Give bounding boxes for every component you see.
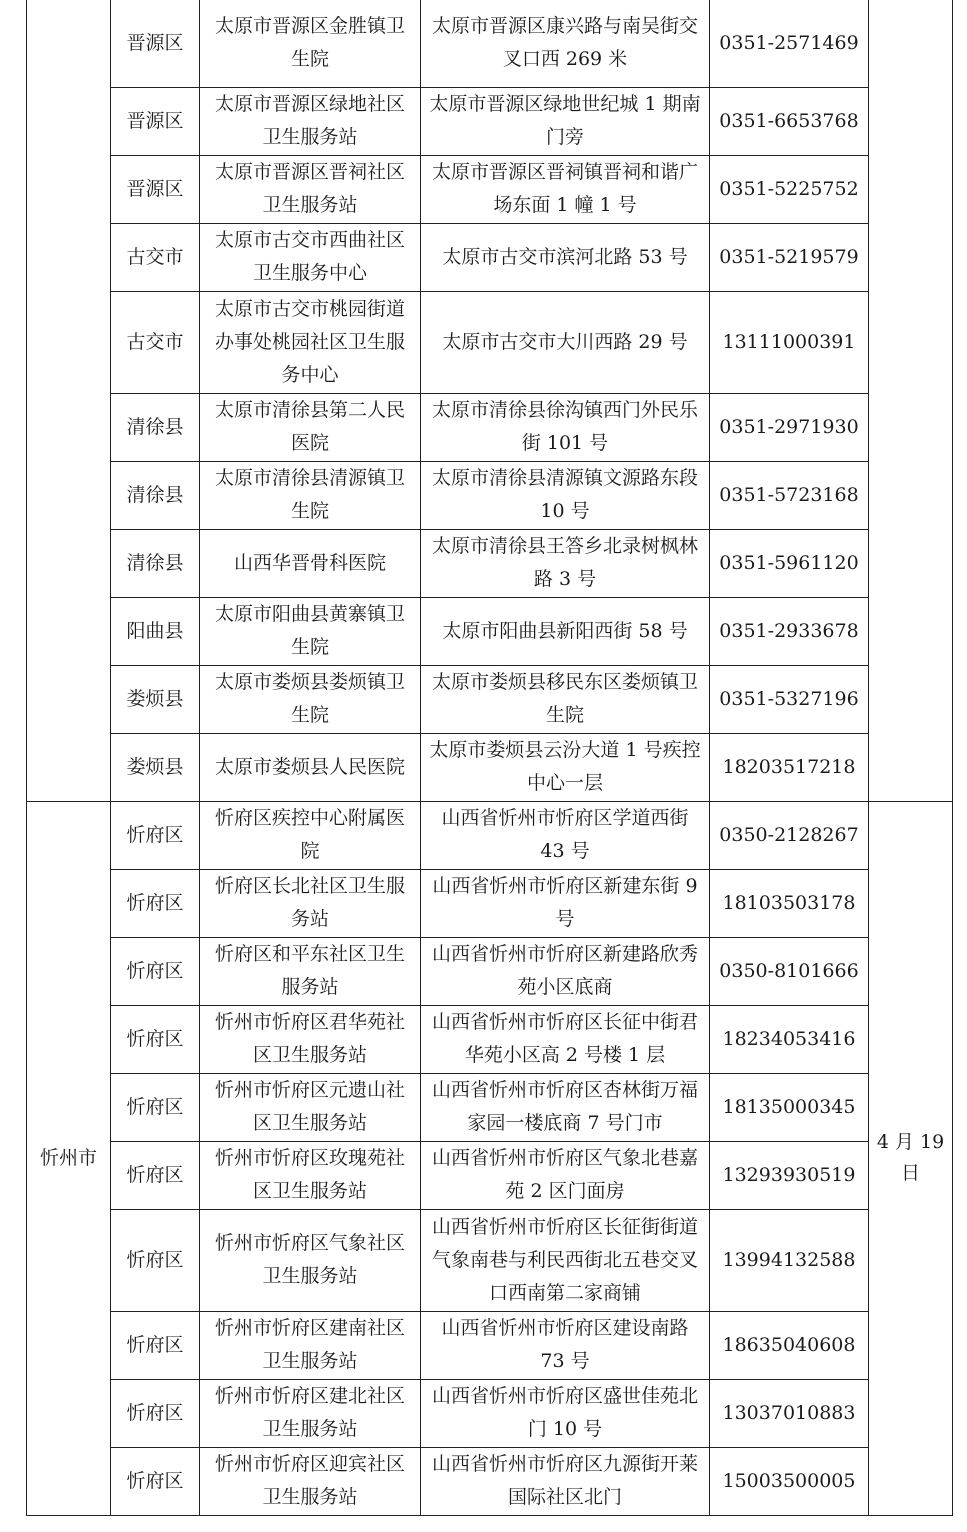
site-name-cell: 太原市清徐县第二人民医院: [200, 393, 421, 461]
address-cell: 山西省忻州市忻府区盛世佳苑北门 10 号: [421, 1379, 710, 1447]
address-cell: 太原市清徐县王答乡北录树枫林路 3 号: [421, 529, 710, 597]
phone-cell: 13037010883: [710, 1379, 869, 1447]
district-cell: 忻府区: [111, 937, 200, 1005]
phone-cell: 13111000391: [710, 291, 869, 393]
address-cell: 太原市古交市大川西路 29 号: [421, 291, 710, 393]
table-row: [27, 291, 953, 393]
district-cell: 清徐县: [111, 529, 200, 597]
phone-cell: 13293930519: [710, 1141, 869, 1209]
district-cell: 忻府区: [111, 1005, 200, 1073]
district-cell: 古交市: [111, 291, 200, 393]
site-name-cell: 太原市古交市西曲社区卫生服务中心: [200, 223, 421, 291]
site-name-cell: 忻州市忻府区建北社区卫生服务站: [200, 1379, 421, 1447]
phone-cell: 0351-5723168: [710, 461, 869, 529]
phone-cell: 15003500005: [710, 1447, 869, 1515]
district-cell: 娄烦县: [111, 665, 200, 733]
table-row: [27, 393, 953, 461]
date-cell: [869, 0, 953, 801]
site-name-cell: 忻州市忻府区迎宾社区卫生服务站: [200, 1447, 421, 1515]
site-name-cell: 忻州市忻府区君华苑社区卫生服务站: [200, 1005, 421, 1073]
address-cell: 太原市娄烦县云汾大道 1 号疾控中心一层: [421, 733, 710, 801]
district-cell: 忻府区: [111, 869, 200, 937]
table-row: [27, 665, 953, 733]
address-cell: 山西省忻州市忻府区长征街街道气象南巷与利民西街北五巷交叉口西南第二家商铺: [421, 1209, 710, 1311]
district-cell: 古交市: [111, 223, 200, 291]
phone-cell: 0351-2971930: [710, 393, 869, 461]
phone-cell: 0351-5225752: [710, 155, 869, 223]
site-name-cell: 太原市娄烦县人民医院: [200, 733, 421, 801]
table-row: [27, 1447, 953, 1515]
site-name-cell: 太原市娄烦县娄烦镇卫生院: [200, 665, 421, 733]
phone-cell: 18203517218: [710, 733, 869, 801]
site-name-cell: 太原市晋源区晋祠社区卫生服务站: [200, 155, 421, 223]
phone-cell: 0350-8101666: [710, 937, 869, 1005]
district-cell: 忻府区: [111, 801, 200, 869]
address-cell: 山西省忻州市忻府区九源街开莱国际社区北门: [421, 1447, 710, 1515]
site-name-cell: 忻州市忻府区元遗山社区卫生服务站: [200, 1073, 421, 1141]
site-name-cell: 太原市阳曲县黄寨镇卫生院: [200, 597, 421, 665]
phone-cell: 0351-5219579: [710, 223, 869, 291]
table-row: [27, 1311, 953, 1379]
phone-cell: 0350-2128267: [710, 801, 869, 869]
phone-cell: 0351-5961120: [710, 529, 869, 597]
address-cell: 太原市清徐县清源镇文源路东段 10 号: [421, 461, 710, 529]
address-cell: 山西省忻州市忻府区气象北巷嘉苑 2 区门面房: [421, 1141, 710, 1209]
district-cell: 阳曲县: [111, 597, 200, 665]
site-name-cell: 忻府区疾控中心附属医院: [200, 801, 421, 869]
site-name-cell: 太原市晋源区绿地社区卫生服务站: [200, 87, 421, 155]
table-row: [27, 733, 953, 801]
address-cell: 太原市阳曲县新阳西街 58 号: [421, 597, 710, 665]
table-row: [27, 87, 953, 155]
table-row: [27, 0, 953, 87]
phone-cell: 0351-5327196: [710, 665, 869, 733]
address-cell: 太原市娄烦县移民东区娄烦镇卫生院: [421, 665, 710, 733]
address-cell: 太原市晋源区康兴路与南吴街交叉口西 269 米: [421, 0, 710, 87]
table-row: [27, 155, 953, 223]
table-row: [27, 937, 953, 1005]
table-row: [27, 1005, 953, 1073]
table-row: [27, 801, 953, 869]
address-cell: 山西省忻州市忻府区新建东街 9 号: [421, 869, 710, 937]
district-cell: 忻府区: [111, 1209, 200, 1311]
phone-cell: 0351-6653768: [710, 87, 869, 155]
site-name-cell: 忻府区长北社区卫生服务站: [200, 869, 421, 937]
address-cell: 太原市古交市滨河北路 53 号: [421, 223, 710, 291]
district-cell: 清徐县: [111, 393, 200, 461]
address-cell: 太原市晋源区绿地世纪城 1 期南门旁: [421, 87, 710, 155]
address-cell: 山西省忻州市忻府区长征中街君华苑小区高 2 号楼 1 层: [421, 1005, 710, 1073]
address-cell: 山西省忻州市忻府区新建路欣秀苑小区底商: [421, 937, 710, 1005]
table-row: [27, 597, 953, 665]
site-name-cell: 太原市清徐县清源镇卫生院: [200, 461, 421, 529]
site-name-cell: 忻州市忻府区气象社区卫生服务站: [200, 1209, 421, 1311]
district-cell: 忻府区: [111, 1073, 200, 1141]
phone-cell: 18135000345: [710, 1073, 869, 1141]
district-cell: 晋源区: [111, 0, 200, 87]
table-row: [27, 1141, 953, 1209]
table-row: [27, 869, 953, 937]
address-cell: 太原市清徐县徐沟镇西门外民乐街 101 号: [421, 393, 710, 461]
site-name-cell: 太原市古交市桃园街道办事处桃园社区卫生服务中心: [200, 291, 421, 393]
district-cell: 忻府区: [111, 1379, 200, 1447]
phone-cell: 13994132588: [710, 1209, 869, 1311]
phone-cell: 18635040608: [710, 1311, 869, 1379]
address-cell: 太原市晋源区晋祠镇晋祠和谐广场东面 1 幢 1 号: [421, 155, 710, 223]
phone-cell: 18103503178: [710, 869, 869, 937]
district-cell: 晋源区: [111, 155, 200, 223]
table-row: [27, 1209, 953, 1311]
site-name-cell: 太原市晋源区金胜镇卫生院: [200, 0, 421, 87]
table-row: [27, 1073, 953, 1141]
district-cell: 忻府区: [111, 1141, 200, 1209]
date-cell: 4 月 19 日: [869, 801, 953, 1515]
address-cell: 山西省忻州市忻府区杏林街万福家园一楼底商 7 号门市: [421, 1073, 710, 1141]
district-cell: 清徐县: [111, 461, 200, 529]
site-name-cell: 忻州市忻府区建南社区卫生服务站: [200, 1311, 421, 1379]
vaccination-site-table: [26, 0, 953, 1516]
district-cell: 忻府区: [111, 1311, 200, 1379]
district-cell: 忻府区: [111, 1447, 200, 1515]
phone-cell: 0351-2571469: [710, 0, 869, 87]
district-cell: 晋源区: [111, 87, 200, 155]
table-row: [27, 461, 953, 529]
district-cell: 娄烦县: [111, 733, 200, 801]
site-name-cell: 山西华晋骨科医院: [200, 529, 421, 597]
address-cell: 山西省忻州市忻府区建设南路 73 号: [421, 1311, 710, 1379]
table-row: [27, 529, 953, 597]
table-row: [27, 1379, 953, 1447]
phone-cell: 18234053416: [710, 1005, 869, 1073]
site-name-cell: 忻府区和平东社区卫生服务站: [200, 937, 421, 1005]
site-name-cell: 忻州市忻府区玫瑰苑社区卫生服务站: [200, 1141, 421, 1209]
address-cell: 山西省忻州市忻府区学道西街 43 号: [421, 801, 710, 869]
city-cell: [27, 0, 111, 801]
city-cell: 忻州市: [27, 801, 111, 1515]
table-row: [27, 223, 953, 291]
phone-cell: 0351-2933678: [710, 597, 869, 665]
